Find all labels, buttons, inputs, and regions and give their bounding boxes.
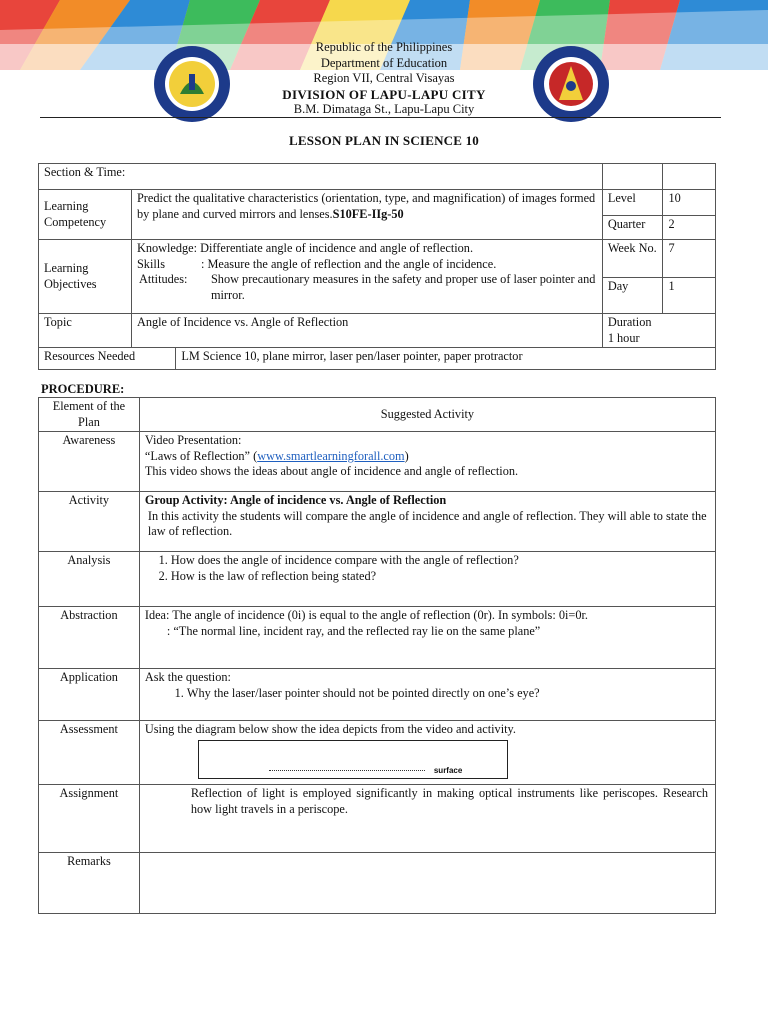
activity-label: Activity — [39, 492, 140, 552]
assessment-cell — [139, 721, 715, 785]
competency-code: S10FE-IIg-50 — [332, 206, 404, 221]
analysis-question-1: 1. How does the angle of incidence compare with the angle of reflection? — [171, 553, 710, 569]
awareness-line1: Video Presentation: — [144, 433, 242, 447]
abstraction-cell — [139, 607, 715, 669]
assessment-label: Assessment — [39, 721, 140, 785]
level-label: Level — [602, 190, 663, 216]
objective-attitudes — [137, 272, 597, 303]
application-cell — [139, 669, 715, 721]
video-link[interactable]: www.smartlearningforall.com — [257, 448, 405, 463]
objectives-label: Learning Objectives — [39, 240, 132, 314]
awareness-line2-post: ) — [404, 448, 409, 463]
awareness-line2-pre: “Laws of Reflection” ( — [144, 448, 258, 463]
day-label: Day — [602, 278, 663, 314]
awareness-label: Awareness — [39, 432, 140, 492]
analysis-cell — [139, 552, 715, 607]
header-line-region: Region VII, Central Visayas — [313, 71, 455, 85]
competency-cell — [131, 190, 602, 240]
objective-attitudes-text: Show precautionary measures in the safety and proper use of laser pointer and mirror. — [210, 272, 596, 302]
objective-attitudes-label: Attitudes: — [138, 272, 188, 286]
day-value: 1 — [663, 278, 716, 314]
objective-skills-text: : Measure the angle of reflection and the angle of incidence. — [200, 256, 497, 271]
header-line-department: Department of Education — [320, 55, 448, 70]
procedure-table — [38, 397, 716, 914]
assessment-text: Using the diagram below show the idea depicts from the video and activity. — [144, 722, 516, 736]
topic-value: Angle of Incidence vs. Angle of Reflection — [131, 314, 602, 348]
activity-text: In this activity the students will compare the angle of incidence and angle of reflection. They will able to state the law of reflection. — [147, 508, 707, 538]
week-value: 7 — [663, 240, 716, 278]
assignment-label: Assignment — [39, 785, 140, 853]
awareness-cell — [139, 432, 715, 492]
objective-skills — [137, 257, 597, 273]
reflection-diagram — [198, 740, 508, 779]
duration-label: Duration — [607, 315, 652, 329]
application-label: Application — [39, 669, 140, 721]
activity-title: Group Activity: Angle of incidence vs. Angle of Reflection — [144, 493, 447, 507]
objective-skills-label: Skills — [136, 256, 165, 271]
duration-value: 1 hour — [607, 330, 640, 345]
analysis-question-2: 2. How is the law of reflection being stated? — [171, 569, 710, 585]
quarter-value: 2 — [663, 216, 716, 240]
application-question-1: 1. Why the laser/laser pointer should not be pointed directly on one’s eye? — [187, 686, 710, 702]
header-address: B.M. Dimataga St., Lapu-Lapu City — [293, 102, 475, 116]
abstraction-label: Abstraction — [39, 607, 140, 669]
header-divider — [40, 117, 721, 118]
remarks-label: Remarks — [39, 853, 140, 914]
remarks-cell — [139, 853, 715, 914]
procedure-col-activity: Suggested Activity — [139, 398, 715, 432]
level-value: 10 — [663, 190, 716, 216]
objectives-cell — [131, 240, 602, 314]
section-time-label: Section & Time: — [39, 164, 603, 190]
surface-label: surface — [433, 765, 463, 775]
assignment-text: Reflection of light is employed significantly in making optical instruments like periscopes. Research how light travels in a periscope. — [190, 786, 708, 816]
procedure-heading: PROCEDURE: — [41, 382, 125, 396]
resources-value: LM Science 10, plane mirror, laser pen/laser pointer, paper protractor — [176, 348, 716, 370]
awareness-line3: This video shows the ideas about angle of incidence and angle of reflection. — [144, 464, 519, 478]
competency-text: Predict the qualitative characteristics (orientation, type, and magnification) of images formed by plane and curved mirrors and lenses. — [136, 191, 596, 221]
analysis-label: Analysis — [39, 552, 140, 607]
resources-label: Resources Needed — [39, 348, 176, 370]
week-label: Week No. — [602, 240, 663, 278]
header-line-republic: Republic of the Philippines — [315, 40, 453, 54]
agency-header — [0, 40, 768, 118]
page-title: LESSON PLAN IN SCIENCE 10 — [289, 133, 479, 148]
abstraction-idea: Idea: The angle of incidence (0i) is equal to the angle of reflection (0r). In symbols: 0i=0r. — [144, 608, 588, 622]
application-prompt: Ask the question: — [144, 670, 231, 684]
surface-line — [269, 770, 425, 771]
quarter-label: Quarter — [602, 216, 663, 240]
topic-label: Topic — [39, 314, 132, 348]
objective-knowledge: Knowledge: Differentiate angle of incidence and angle of reflection. — [136, 241, 474, 255]
activity-cell — [139, 492, 715, 552]
duration-cell — [602, 314, 715, 348]
header-division: DIVISION OF LAPU-LAPU CITY — [282, 86, 486, 102]
assignment-cell — [139, 785, 715, 853]
procedure-col-element: Element of the Plan — [39, 398, 140, 432]
competency-label: Learning Competency — [39, 190, 132, 240]
lesson-info-table — [38, 163, 716, 370]
abstraction-plane: : “The normal line, incident ray, and the reflected ray lie on the same plane” — [166, 623, 541, 638]
awareness-line2 — [145, 449, 710, 465]
